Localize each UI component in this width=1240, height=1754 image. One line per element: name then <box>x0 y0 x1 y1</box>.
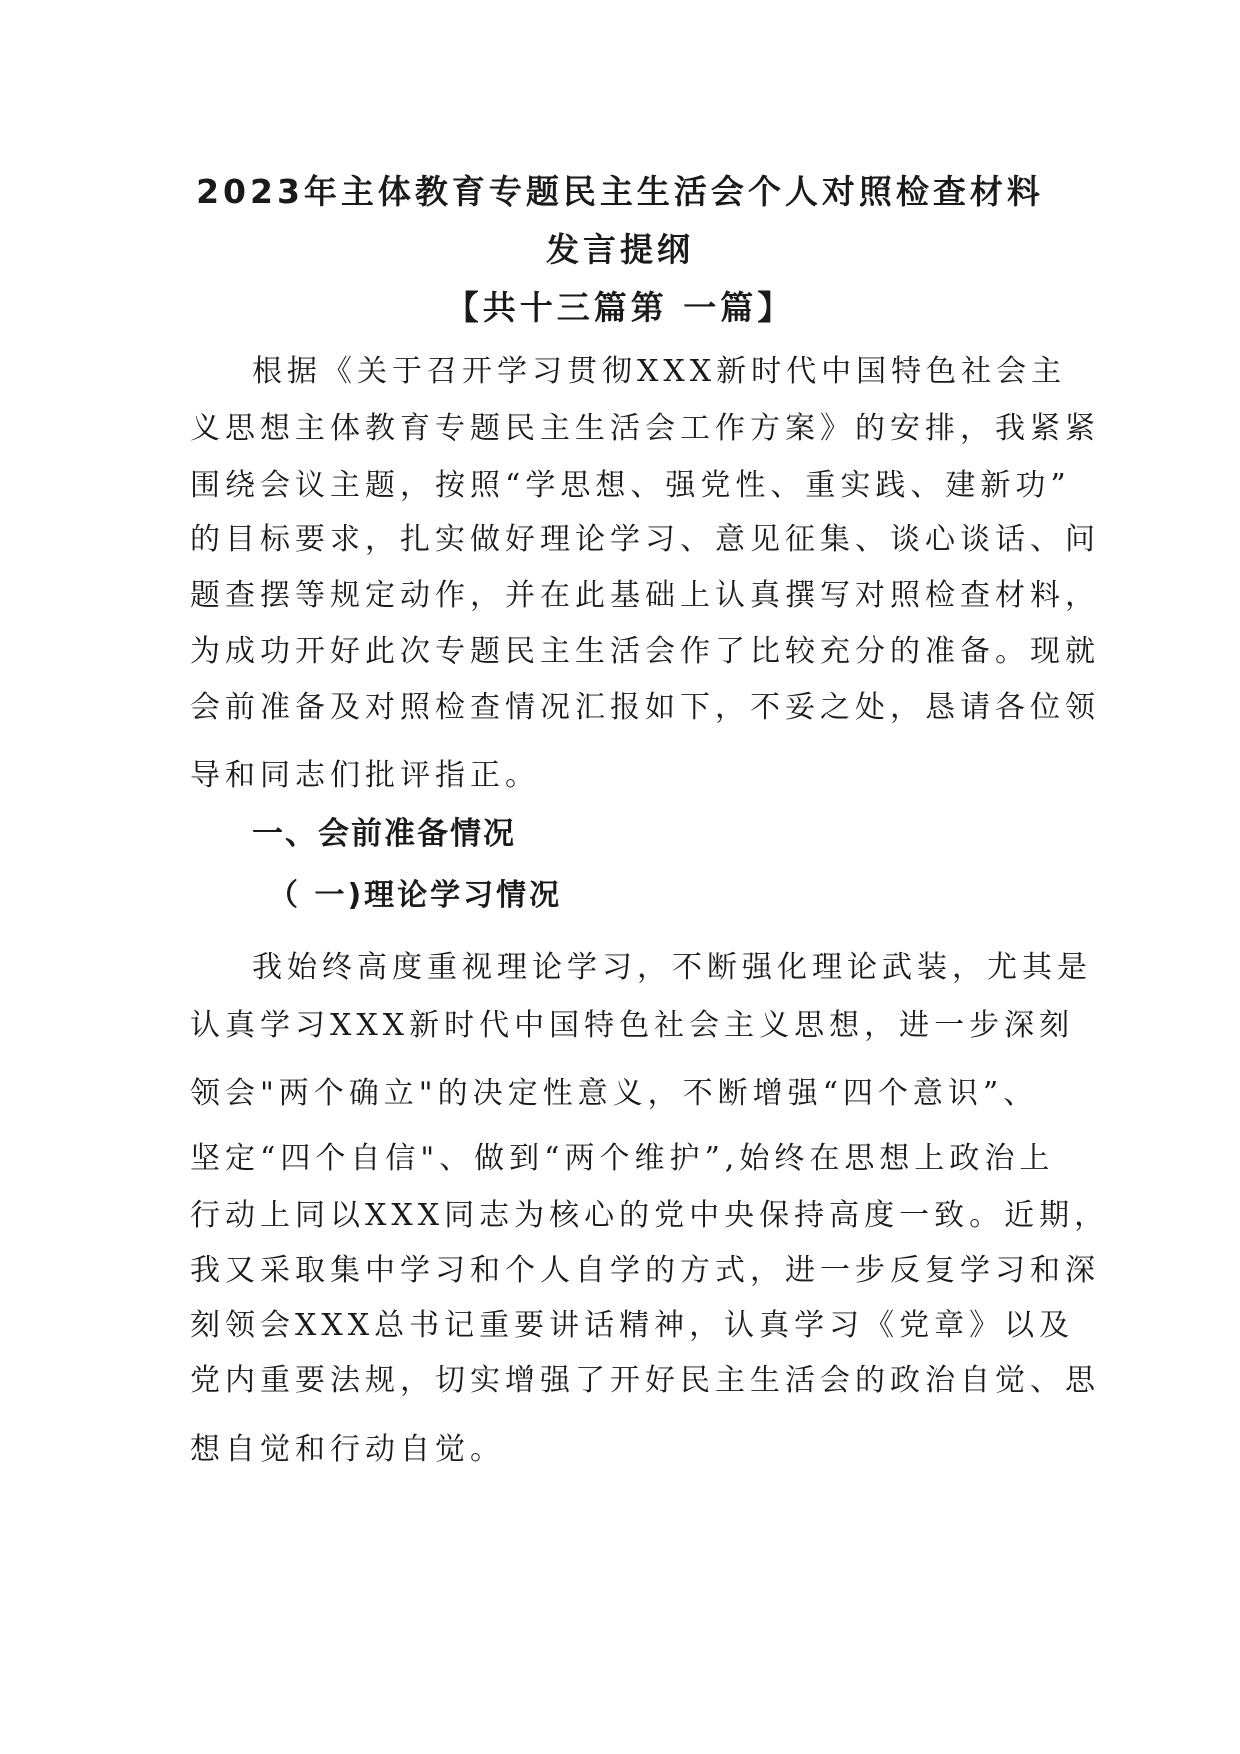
intro-line: 为成功开好此次专题民主生活会作了比较充分的准备。现就 <box>190 634 1100 669</box>
study-line: 坚定“四个自信"、做到“两个维护”,始终在思想上政治上 <box>190 1141 1055 1176</box>
document-title-line-2: 发言提纲 <box>546 230 694 269</box>
intro-line: 题查摆等规定动作，并在此基础上认真撰写对照检查材料， <box>190 578 1100 613</box>
study-line: 我始终高度重视理论学习，不断强化理论武装，尤其是 <box>252 950 1092 985</box>
study-line: 刻领会XXX总书记重要讲话精神，认真学习《党章》以及 <box>190 1308 1075 1343</box>
intro-line: 围绕会议主题，按照“学思想、强党性、重实践、建新功” <box>190 468 1071 503</box>
intro-line: 导和同志们批评指正。 <box>190 758 540 793</box>
study-line: 我又采取集中学习和个人自学的方式，进一步反复学习和深 <box>190 1253 1100 1288</box>
study-line: 认真学习XXX新时代中国特色社会主义思想，进一步深刻 <box>190 1008 1075 1043</box>
section-1-1-heading: （ 一)理论学习情况 <box>268 878 563 913</box>
study-line: 想自觉和行动自觉。 <box>190 1432 505 1467</box>
study-line: 行动上同以XXX同志为核心的党中央保持高度一致。近期， <box>190 1198 1110 1233</box>
intro-line: 的目标要求，扎实做好理论学习、意见征集、谈心谈话、问 <box>190 522 1100 557</box>
intro-line: 根据《关于召开学习贯彻XXX新时代中国特色社会主 <box>252 354 1067 389</box>
section-1-heading: 一、会前准备情况 <box>252 816 516 852</box>
study-line: 党内重要法规，切实增强了开好民主生活会的政治自觉、思 <box>190 1363 1100 1398</box>
study-line: 领会"两个确立"的决定性意义，不断增强“四个意识”、 <box>190 1076 1039 1111</box>
intro-line: 会前准备及对照检查情况汇报如下，不妥之处，恳请各位领 <box>190 690 1100 725</box>
document-title-line-1: 2023年主体教育专题民主生活会个人对照检查材料 <box>196 172 1044 211</box>
document-subtitle: 【共十三篇第 一篇】 <box>445 288 795 327</box>
intro-line: 义思想主体教育专题民主生活会工作方案》的安排，我紧紧 <box>190 411 1100 446</box>
